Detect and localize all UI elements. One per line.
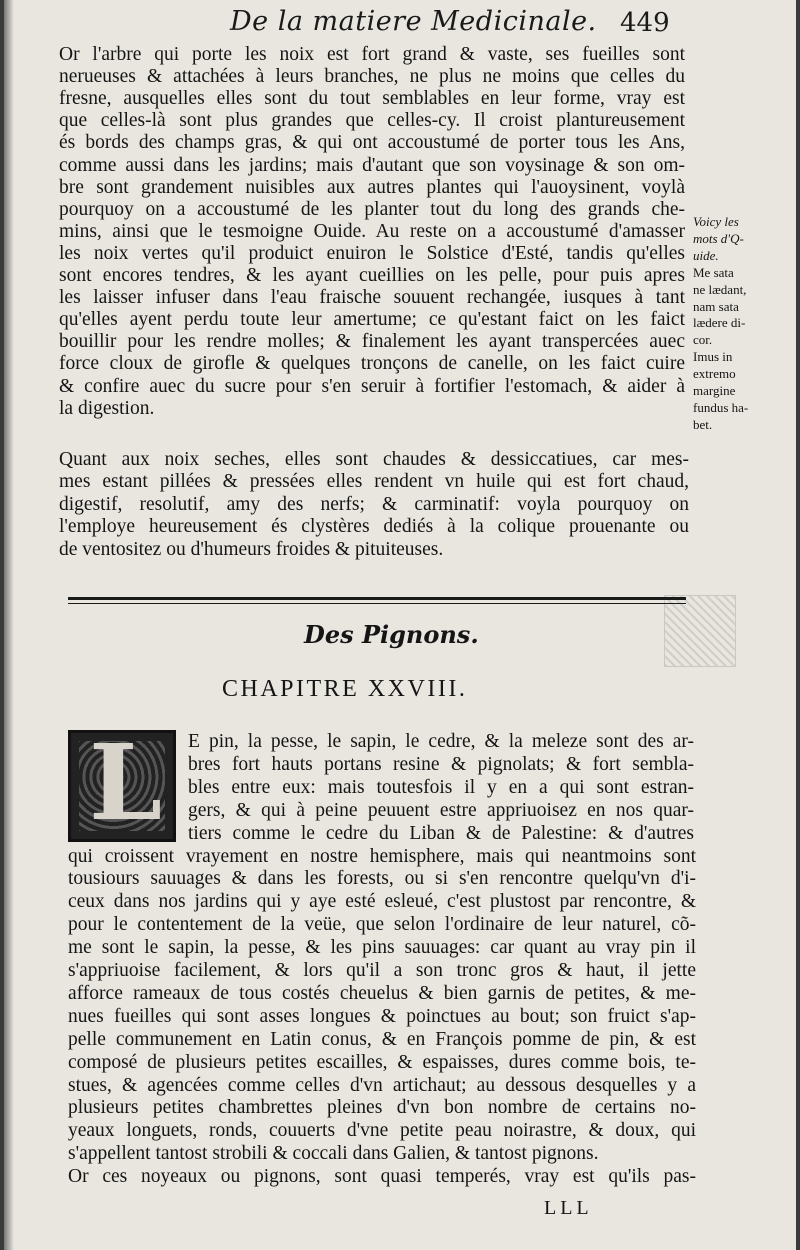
text-line: nerueuses & attachées à leurs branches, ne plus ne moins que celles du [59, 66, 685, 88]
text-line: tousiours sauuages & dans les forests, ou si s'en rencontre quelqu'vn d'i- [68, 868, 696, 890]
text-line: composé de plusieurs petites escailles, & espaisses, dures comme bois, te- [68, 1051, 696, 1073]
running-title: De la matiere Medicinale. [230, 6, 597, 37]
text-line: sont encores tendres, & les ayant cueillies on les pelle, pour puis apres [59, 265, 685, 286]
text-line: pourquoy on a accoustumé de les planter tout du long des grands che- [59, 198, 685, 220]
text-line: me sont le sapin, la pesse, & les pins sauuages: car quant au vray pin il [68, 937, 696, 959]
margin-line: fundus ha- [693, 399, 749, 415]
text-line: bre sont grandement nuisibles aux autres plantes qui l'auoysinent, voylà [59, 176, 685, 198]
margin-line: ne lædant, [693, 281, 747, 297]
text-line: de ventositez ou d'humeurs froides & pituiteuses. [59, 538, 444, 560]
text-line: bouillir pour les rendre molles; & finalement les ayant transpercées auec [59, 331, 685, 353]
chapter-heading: CHAPITRE XXVIII. [222, 676, 468, 702]
margin-line: nam sata [693, 298, 739, 314]
text-line: plusieurs petites chambrettes pleines d'vn bon nombre de certains no- [68, 1097, 696, 1119]
section-rule-top [68, 597, 686, 600]
page-header [4, 6, 796, 40]
page-edge-shadow [4, 0, 14, 1250]
text-line: gers, & qui à peine peuuent estre appriuoisez en nos quar- [188, 799, 694, 821]
text-line: Quant aux noix seches, elles sont chaudes & dessiccatiues, car mes- [59, 449, 689, 470]
text-line: digestif, resolutif, amy des nerfs; & carminatif: voyla pourquoy on [59, 493, 689, 515]
text-line: force cloux de girofle & quelques tronçons de canelle, on les faict cuire [59, 353, 685, 375]
text-line: fresne, ausquelles elles sont du tout semblables en leur forme, vray est [59, 88, 685, 110]
text-line: bres fort hauts portans resine & pignolats; & fort sembla- [188, 753, 694, 775]
page-number: 449 [620, 8, 670, 38]
text-line: comme aussi dans les jardins; mais d'autant que son voysinage & son om- [59, 154, 685, 176]
text-line: pelle communement en Latin conus, & en François pomme de pin, & est [68, 1028, 696, 1050]
bleed-through-ornament [664, 595, 736, 667]
section-rule-bottom [68, 603, 686, 604]
text-line: E pin, la pesse, le sapin, le cedre, & la meleze sont des ar- [188, 731, 694, 752]
text-line: pour le contentement de la veüe, que selon l'ordinaire de leur naturel, cõ- [68, 914, 696, 936]
text-line: s'appriuoise facilement, & lors qu'il a son tronc gros & haut, il jette [68, 960, 696, 981]
decorated-initial [68, 721, 176, 844]
margin-line: uide. [693, 247, 719, 263]
text-line: ceux dans nos jardins qui y aye esté esleué, c'est plustost par rencontre, & [68, 891, 696, 913]
text-line: Or ces noyeaux ou pignons, sont quasi temperés, vray est qu'ils pas- [68, 1166, 696, 1188]
text-line: mins, ainsi que le tesmoigne Ouide. Au reste on a accoustumé d'amasser [59, 220, 685, 242]
text-line: stues, & agencées comme celles d'vn artichaut; au dessous desquelles y a [68, 1074, 696, 1096]
text-line: qu'elles ayent perdu toute leur amertume; ce qu'estant faict on les faict [59, 309, 685, 331]
text-line: tiers comme le cedre du Liban & de Palestine: & d'autres [188, 822, 694, 844]
text-line: les noix vertes qu'il produict enuiron le Solstice d'Esté, tandis qu'elles [59, 242, 685, 264]
text-line: afforce rameaux de tous costés cheuelus & bien garnis de petites, & me- [68, 982, 696, 1004]
text-line: nues fueilles qui sont asses longues & poinctues au bout; son fruict s'ap- [68, 1005, 696, 1027]
margin-line: Imus in [693, 349, 733, 365]
margin-line: mots d'Q- [693, 230, 744, 246]
text-line: és bords des champs gras, & qui ont accoustumé de porter tous les Ans, [59, 132, 685, 154]
text-line: la digestion. [59, 397, 155, 419]
margin-line: Voicy les [693, 214, 739, 229]
margin-line: bet. [693, 416, 713, 432]
text-line: l'employe heureusement és clystères dediés à la colique prouenante ou [59, 516, 689, 538]
section-title: Des Pignons. [304, 620, 479, 649]
book-page [4, 0, 796, 1250]
text-line: les laisser infuser dans l'eau fraische souuent rechangée, iusques à tant [59, 287, 685, 309]
signature-mark: LLL [544, 1197, 593, 1219]
text-line: que celles-là sont plus grandes que celles-cy. Il croist plantureusement [59, 110, 685, 132]
text-line: mes estant pillées & pressées elles rendent vn huile qui est fort chaud, [59, 471, 689, 493]
text-line: qui croissent vrayement en nostre hemisphere, mais qui neantmoins sont [68, 845, 696, 867]
margin-line: lædere di- [693, 315, 746, 331]
margin-line: Me sata [693, 264, 734, 280]
initial-letter: L [89, 721, 163, 844]
margin-line: extremo [693, 366, 736, 382]
text-line: bles entre eux: mais toutesfois il y en a qui sont estran- [188, 776, 694, 798]
text-line: s'appellent tantost strobili & coccali dans Galien, & tantost pignons. [68, 1143, 599, 1165]
text-line: yeaux longuets, ronds, couuerts d'vne petite peau noirastre, & doux, qui [68, 1120, 696, 1142]
text-line: & confire auec du sucre pour s'en seruir à fortifier l'estomach, & aider à [59, 375, 685, 397]
margin-line: margine [693, 383, 736, 398]
text-line: Or l'arbre qui porte les noix est fort grand & vaste, ses fueilles sont [59, 44, 685, 65]
margin-line: cor. [693, 332, 713, 348]
